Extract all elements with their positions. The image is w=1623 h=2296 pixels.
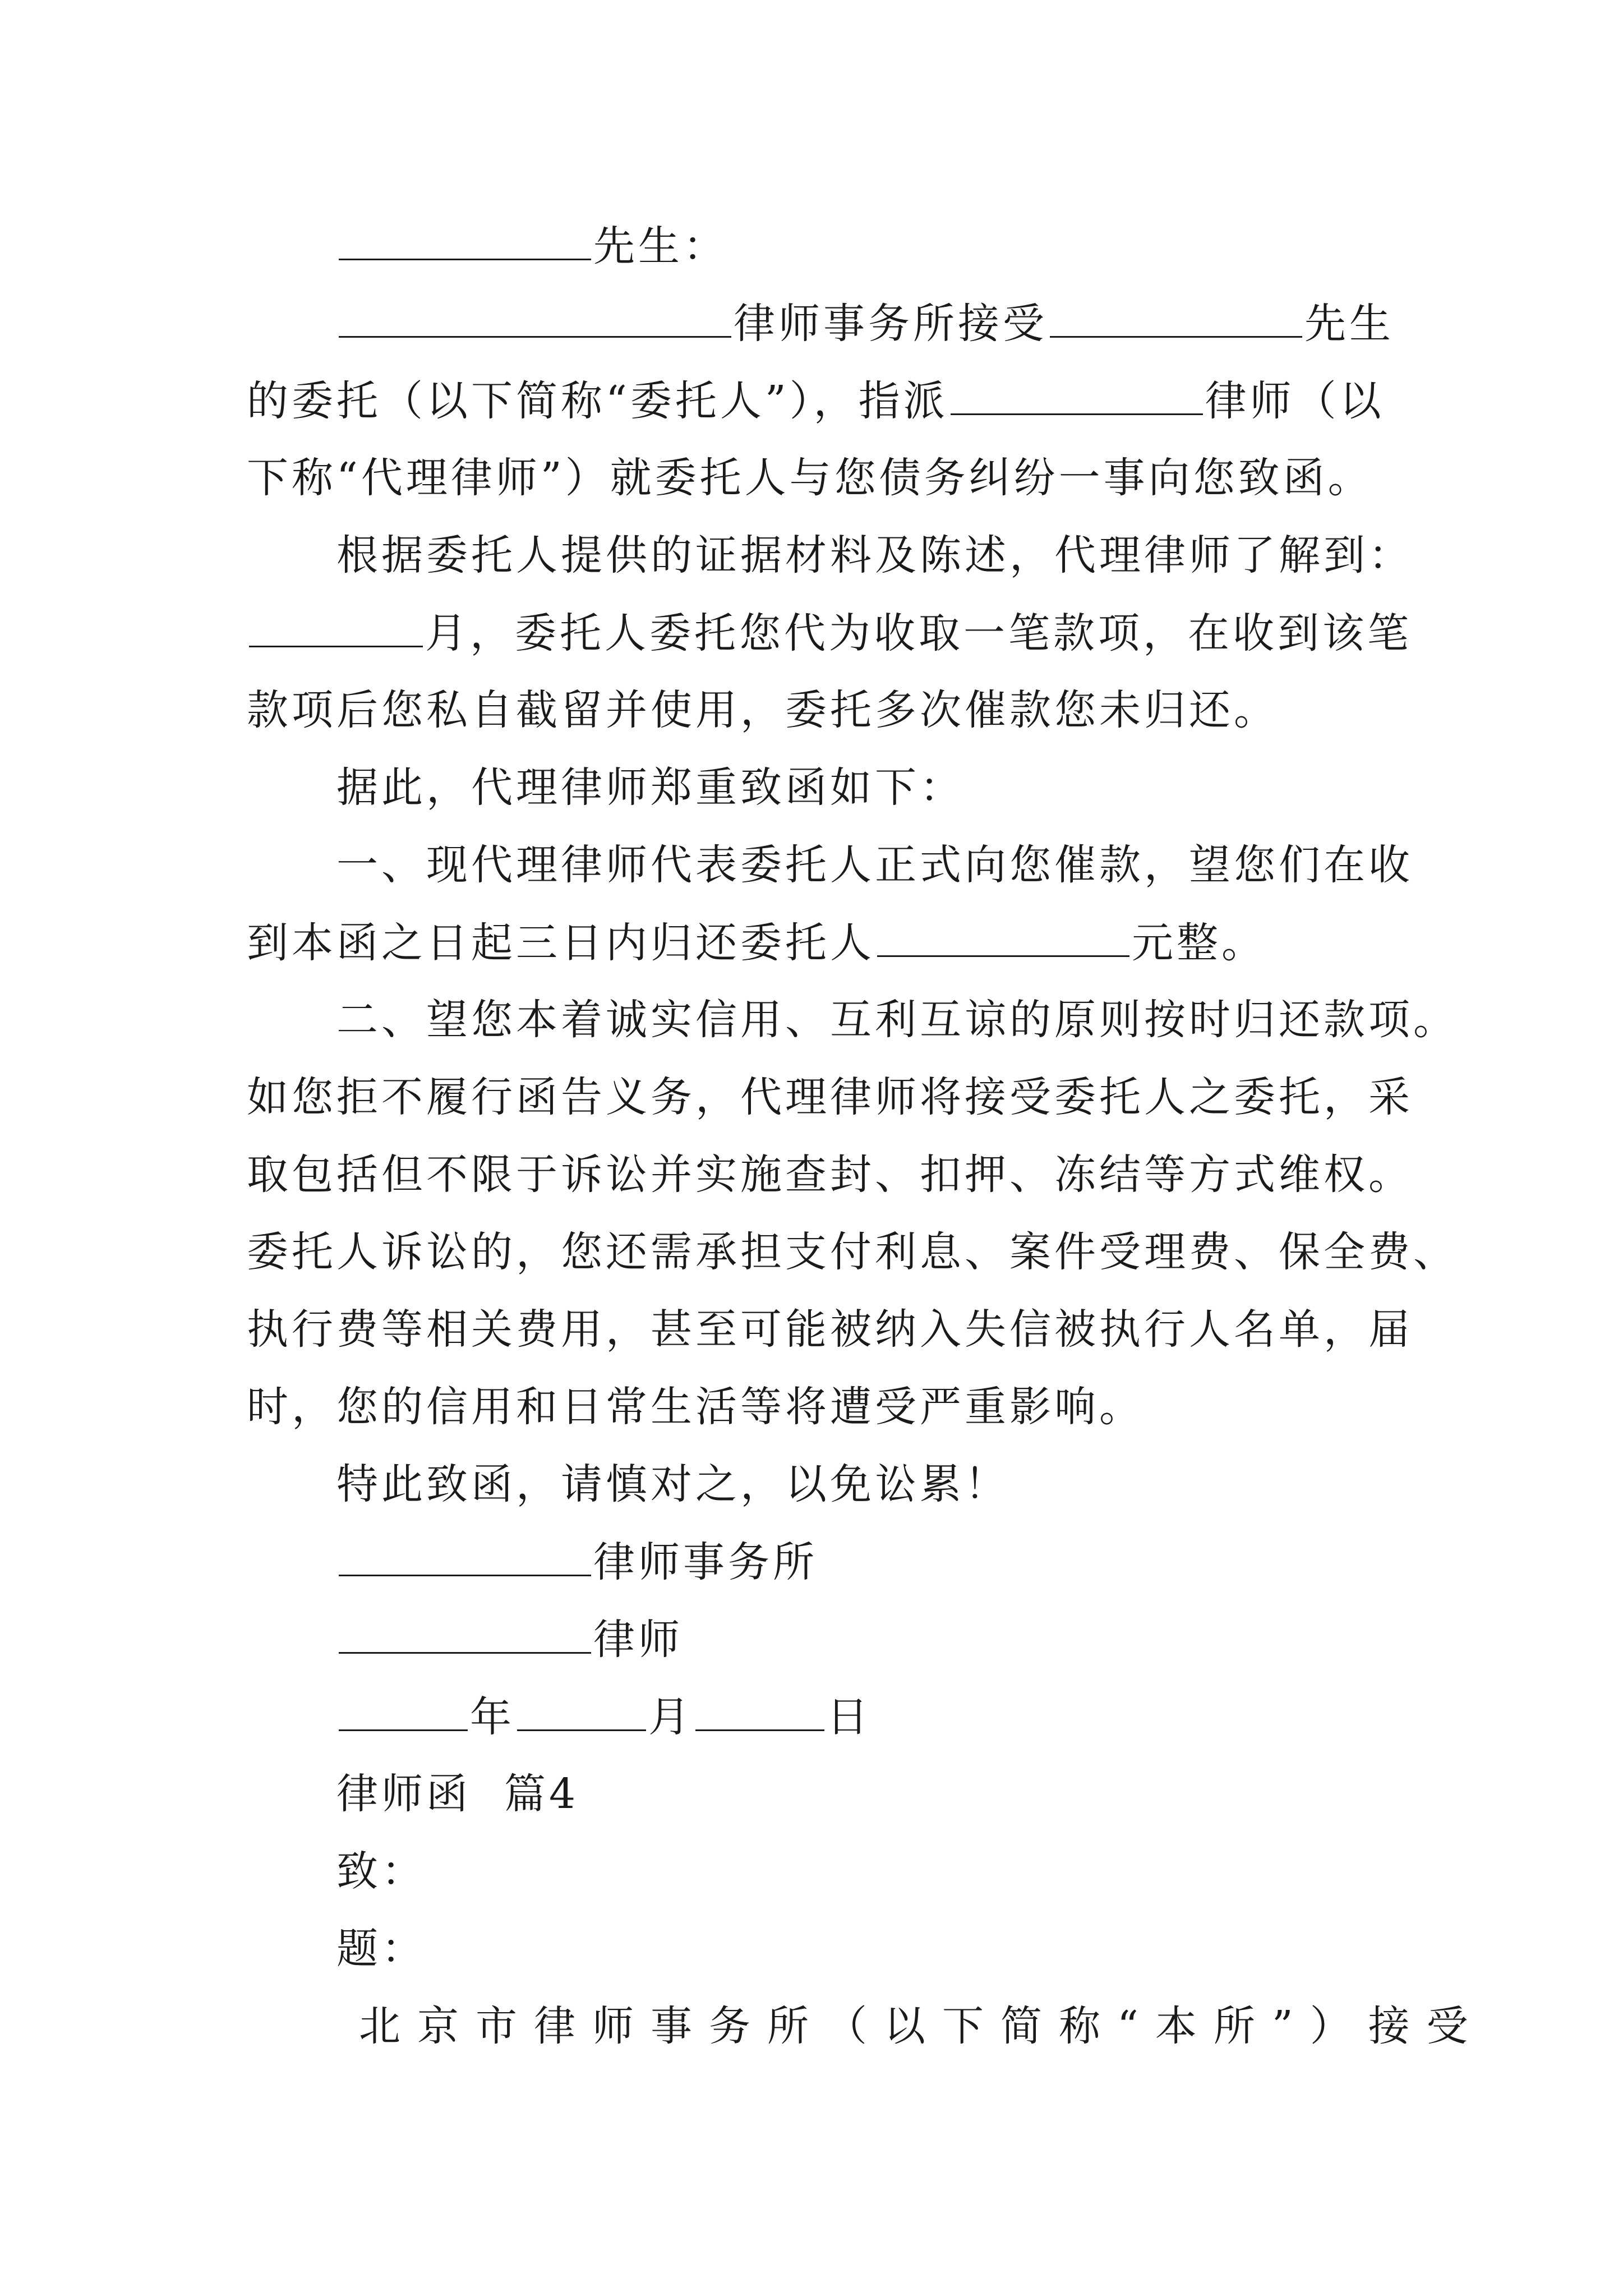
law-firm-name-blank[interactable] <box>339 298 731 338</box>
date-line <box>336 1691 872 1742</box>
client-name-blank[interactable] <box>1050 298 1302 338</box>
item2-line-2 <box>247 1072 1413 1122</box>
item2-line-4 <box>247 1227 1458 1277</box>
item1-line-2 <box>247 917 1266 968</box>
lawyer-name-blank[interactable] <box>951 375 1203 415</box>
item1-text-2a: 到本函之日起三日内归还委托人 <box>247 919 875 967</box>
notice-intro-line <box>336 762 965 813</box>
intro-text-3: 下称“代理律师”）就委托人与您债务纠纷一事向您致函。 <box>247 454 1373 502</box>
facts-line-2 <box>247 608 1412 658</box>
closing-text: 特此致函，请慎对之，以免讼累！ <box>336 1460 1009 1508</box>
signature-lawyer-text: 律师 <box>593 1616 683 1664</box>
item2-text-1: 二、望您本着诚实信用、互利互谅的原则按时归还款项。 <box>336 996 1458 1044</box>
letter2-title: 律师函 篇4 <box>336 1770 579 1818</box>
item2-text-3: 取包括但不限于诉讼并实施查封、扣押、冻结等方式维权。 <box>247 1151 1413 1199</box>
date-month-text: 月 <box>648 1693 693 1741</box>
recipient-name-blank[interactable] <box>339 220 591 260</box>
letter2-to: 致： <box>336 1847 426 1895</box>
facts-text-3: 款项后您私自截留并使用，委托多次催款您未归还。 <box>247 686 1279 734</box>
intro-line-2 <box>247 375 1385 426</box>
item2-text-5: 执行费等相关费用，甚至可能被纳入失信被执行人名单，届 <box>247 1305 1413 1354</box>
letter2-to-line <box>336 1846 426 1897</box>
intro-line-3 <box>247 453 1373 503</box>
letter2-subject: 题： <box>336 1925 426 1973</box>
item2-text-6: 时，您的信用和日常生活等将遭受严重影响。 <box>247 1383 1144 1431</box>
notice-intro-text: 据此，代理律师郑重致函如下： <box>336 763 965 812</box>
salutation-text: 先生： <box>593 222 728 270</box>
intro-text-2b: 律师（以 <box>1205 377 1385 425</box>
item2-text-4: 委托人诉讼的，您还需承担支付利息、案件受理费、保全费、 <box>247 1228 1458 1276</box>
facts-text-1: 根据委托人提供的证据材料及陈述，代理律师了解到： <box>336 531 1413 579</box>
signature-firm-text: 律师事务所 <box>593 1538 818 1586</box>
item1-line-1 <box>336 840 1413 890</box>
item2-text-2: 如您拒不履行函告义务，代理律师将接受委托人之委托，采 <box>247 1073 1413 1121</box>
year-blank[interactable] <box>339 1691 468 1731</box>
intro-text-1a: 律师事务所接受 <box>734 300 1048 348</box>
item2-line-3 <box>247 1149 1413 1200</box>
month-date-blank[interactable] <box>517 1691 646 1731</box>
signature-lawyer-blank[interactable] <box>339 1614 591 1654</box>
facts-text-2: 月，委托人委托您代为收取一笔款项，在收到该笔 <box>425 609 1412 657</box>
item2-line-1 <box>336 995 1458 1045</box>
day-blank[interactable] <box>695 1691 824 1731</box>
letter2-body-text-1: 北京市律师事务所（以下简称“本所”）接受 <box>359 2002 1485 2050</box>
signature-firm-line <box>336 1536 818 1587</box>
amount-blank[interactable] <box>877 917 1129 957</box>
facts-line-1 <box>336 530 1413 581</box>
item1-text-1: 一、现代理律师代表委托人正式向您催款，望您们在收 <box>336 841 1413 889</box>
item2-line-6 <box>247 1382 1144 1432</box>
intro-text-1b: 先生 <box>1304 300 1394 348</box>
signature-firm-blank[interactable] <box>339 1536 591 1576</box>
date-year-text: 年 <box>470 1693 515 1741</box>
salutation-line <box>336 220 728 271</box>
signature-lawyer-line <box>336 1614 683 1664</box>
closing-line <box>336 1459 1009 1510</box>
facts-line-3 <box>247 685 1279 735</box>
intro-line-1 <box>336 298 1394 348</box>
item2-line-5 <box>247 1304 1413 1355</box>
intro-text-2a: 的委托（以下简称“委托人”），指派 <box>247 377 948 425</box>
letter2-subject-line <box>336 1924 426 1974</box>
date-day-text: 日 <box>827 1693 872 1741</box>
item1-text-2b: 元整。 <box>1132 919 1266 967</box>
month-blank[interactable] <box>249 608 423 647</box>
letter2-title-line <box>336 1769 579 1819</box>
letter2-body-line-1 <box>359 2001 1485 2051</box>
